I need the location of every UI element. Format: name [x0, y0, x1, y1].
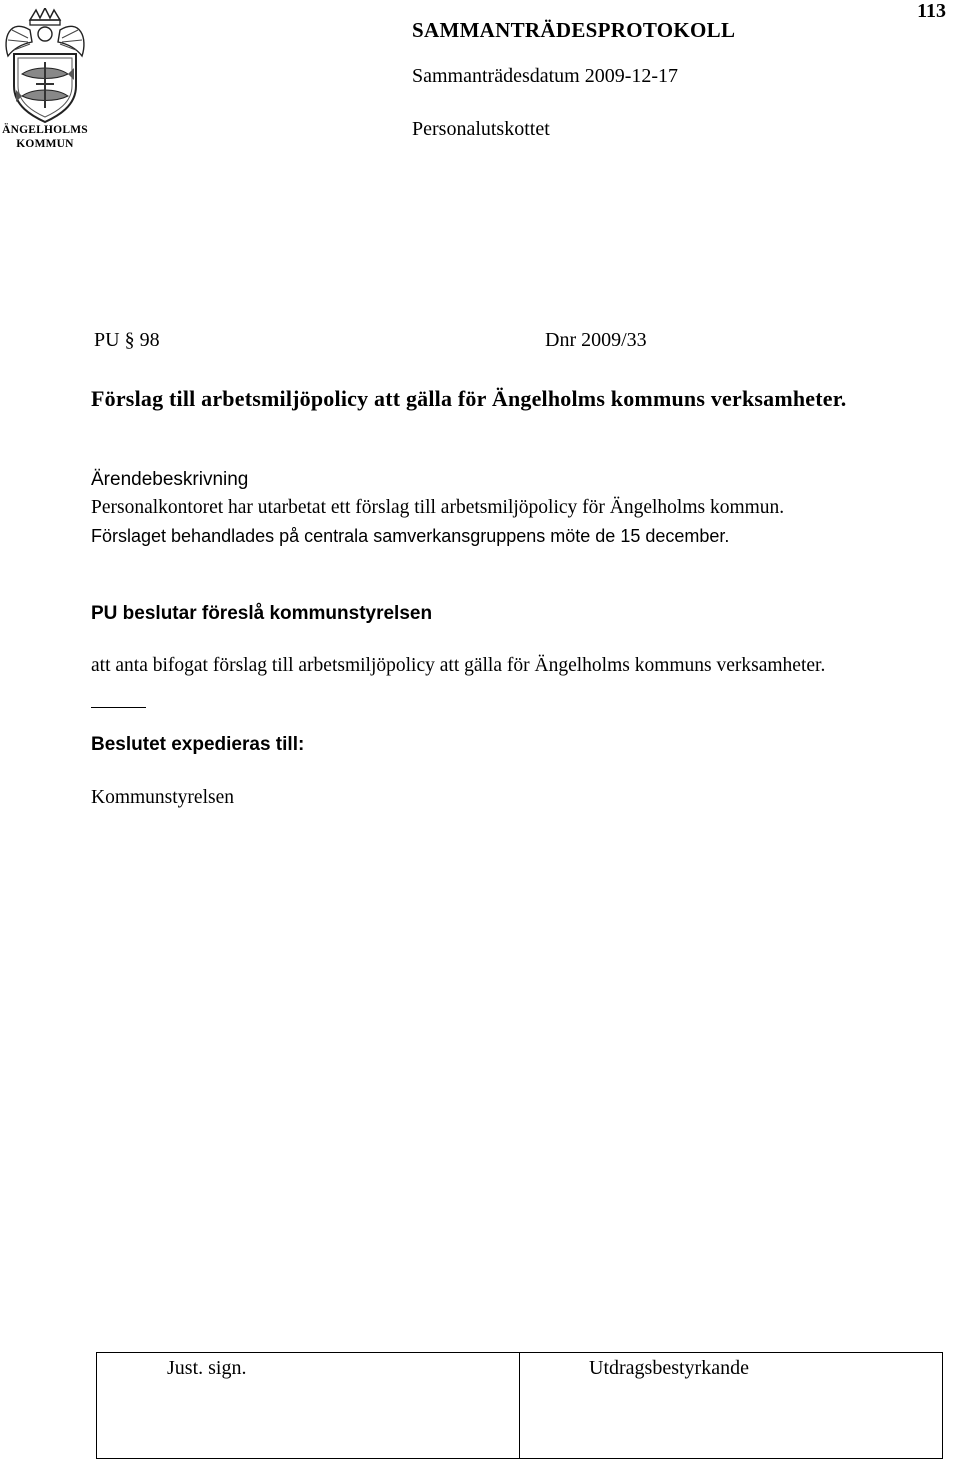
signature-box [96, 1352, 943, 1459]
case-title: Förslag till arbetsmiljöpolicy att gälla för Ängelholms kommuns verksamheter. [91, 386, 847, 411]
diary-number: Dnr 2009/33 [545, 329, 647, 351]
extract-certification-label: Utdragsbestyrkande [589, 1357, 749, 1379]
justification-sign-label: Just. sign. [167, 1357, 247, 1379]
coat-of-arms-icon [0, 8, 90, 126]
meeting-date: Sammanträdesdatum 2009-12-17 [412, 65, 679, 87]
distribution-recipient: Kommunstyrelsen [91, 787, 234, 808]
paragraph-number: PU § 98 [94, 329, 160, 351]
section-divider [91, 707, 146, 708]
description-line-2: Förslaget behandlades på centrala samverkansgruppens möte de 15 december. [91, 526, 730, 546]
description-line-1: Personalkontoret har utarbetat ett förslag till arbetsmiljöpolicy för Ängelholms kommun. [91, 497, 785, 518]
logo-text-municipality: ÄNGELHOLMS [2, 124, 88, 136]
document-title: SAMMANTRÄDESPROTOKOLL [412, 18, 736, 42]
decision-heading: PU beslutar föreslå kommunstyrelsen [91, 603, 433, 624]
decision-text: att anta bifogat förslag till arbetsmiljöpolicy att gälla för Ängelholms kommuns verksamheter. [91, 655, 826, 676]
page-number: 113 [917, 0, 946, 22]
logo-text-kommun: KOMMUN [16, 138, 74, 150]
description-heading: Ärendebeskrivning [91, 469, 249, 490]
signature-box-divider [519, 1353, 520, 1458]
municipality-logo [0, 8, 90, 153]
distribution-heading: Beslutet expedieras till: [91, 734, 305, 755]
committee-name: Personalutskottet [412, 118, 550, 140]
